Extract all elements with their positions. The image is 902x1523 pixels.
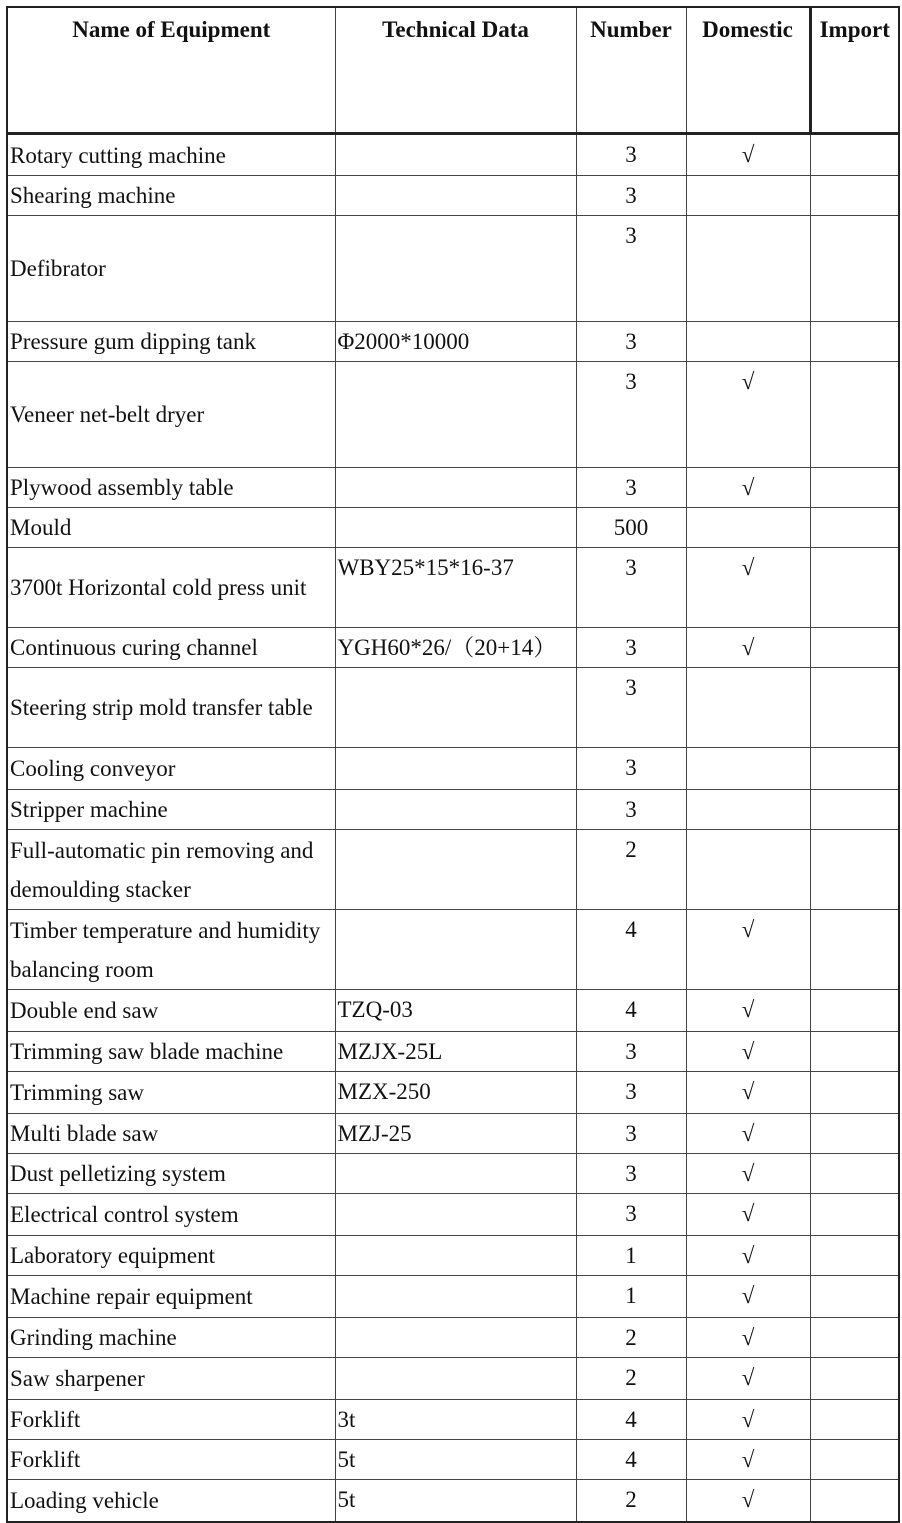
domestic-cell: [686, 322, 810, 362]
technical-data: [335, 1318, 576, 1358]
import-cell: [810, 468, 899, 508]
technical-data: 5t: [335, 1480, 576, 1522]
import-cell: [810, 1440, 899, 1480]
domestic-cell: [686, 468, 810, 508]
import-cell: [810, 1318, 899, 1358]
equipment-name: Steering strip mold transfer table: [7, 668, 335, 748]
equipment-number: 500: [576, 508, 686, 548]
equipment-number: 2: [576, 1358, 686, 1400]
header-import: Import: [810, 7, 899, 134]
technical-data: [335, 748, 576, 790]
equipment-number: 3: [576, 322, 686, 362]
domestic-cell: [686, 1032, 810, 1072]
technical-data: [335, 910, 576, 990]
equipment-name: Mould: [7, 508, 335, 548]
check-mark-icon: √: [741, 1325, 755, 1350]
import-cell: [810, 990, 899, 1032]
equipment-name: Full-automatic pin removing and demoulding stacker: [7, 830, 335, 910]
check-mark-icon: √: [741, 917, 755, 942]
import-cell: [810, 1400, 899, 1440]
domestic-cell: [686, 668, 810, 748]
table-row: [7, 990, 899, 1032]
equipment-name: Trimming saw blade machine: [7, 1032, 335, 1072]
header-technical-data: Technical Data: [335, 7, 576, 134]
check-mark-icon: √: [741, 475, 755, 500]
equipment-number: 3: [576, 628, 686, 668]
equipment-number: 2: [576, 1480, 686, 1522]
equipment-name: Double end saw: [7, 990, 335, 1032]
equipment-name: Multi blade saw: [7, 1114, 335, 1154]
domestic-cell: [686, 1194, 810, 1236]
domestic-cell: [686, 134, 810, 176]
technical-data: [335, 176, 576, 216]
domestic-cell: [686, 790, 810, 830]
table-row: [7, 1114, 899, 1154]
check-mark-icon: √: [741, 635, 755, 660]
table-row: [7, 176, 899, 216]
equipment-number: 3: [576, 1072, 686, 1114]
import-cell: [810, 508, 899, 548]
table-row: [7, 548, 899, 628]
check-mark-icon: √: [741, 1121, 755, 1146]
technical-data: [335, 508, 576, 548]
table-row: [7, 1358, 899, 1400]
technical-data: WBY25*15*16-37: [335, 548, 576, 628]
equipment-number: 3: [576, 1194, 686, 1236]
import-cell: [810, 628, 899, 668]
check-mark-icon: √: [741, 369, 755, 394]
import-cell: [810, 548, 899, 628]
equipment-number: 1: [576, 1276, 686, 1318]
table-row: [7, 628, 899, 668]
import-cell: [810, 910, 899, 990]
equipment-number: 3: [576, 134, 686, 176]
technical-data: [335, 790, 576, 830]
technical-data: [335, 468, 576, 508]
equipment-name: Loading vehicle: [7, 1480, 335, 1522]
equipment-number: 3: [576, 790, 686, 830]
domestic-cell: [686, 508, 810, 548]
table-row: [7, 216, 899, 322]
import-cell: [810, 790, 899, 830]
table-row: [7, 1400, 899, 1440]
equipment-name: Machine repair equipment: [7, 1276, 335, 1318]
technical-data: YGH60*26/（20+14）: [335, 628, 576, 668]
import-cell: [810, 1194, 899, 1236]
domestic-cell: [686, 362, 810, 468]
header-domestic: Domestic: [686, 7, 810, 134]
domestic-cell: [686, 548, 810, 628]
table-body: [7, 134, 899, 1522]
import-cell: [810, 1236, 899, 1276]
check-mark-icon: √: [741, 1283, 755, 1308]
domestic-cell: [686, 990, 810, 1032]
check-mark-icon: √: [741, 142, 755, 167]
equipment-table: [6, 6, 900, 1523]
equipment-number: 4: [576, 910, 686, 990]
table-row: [7, 748, 899, 790]
check-mark-icon: √: [741, 1407, 755, 1432]
technical-data: [335, 362, 576, 468]
domestic-cell: [686, 1400, 810, 1440]
table-row: [7, 1032, 899, 1072]
domestic-cell: [686, 910, 810, 990]
import-cell: [810, 1072, 899, 1114]
domestic-cell: [686, 1440, 810, 1480]
equipment-number: 3: [576, 362, 686, 468]
check-mark-icon: √: [741, 1161, 755, 1186]
equipment-name: Forklift: [7, 1440, 335, 1480]
import-cell: [810, 176, 899, 216]
technical-data: Φ2000*10000: [335, 322, 576, 362]
import-cell: [810, 1358, 899, 1400]
import-cell: [810, 216, 899, 322]
technical-data: TZQ-03: [335, 990, 576, 1032]
table-row: [7, 1072, 899, 1114]
equipment-name: Saw sharpener: [7, 1358, 335, 1400]
domestic-cell: [686, 1480, 810, 1522]
equipment-name: Rotary cutting machine: [7, 134, 335, 176]
import-cell: [810, 1480, 899, 1522]
domestic-cell: [686, 628, 810, 668]
table-row: [7, 1154, 899, 1194]
domestic-cell: [686, 748, 810, 790]
technical-data: [335, 1194, 576, 1236]
technical-data: MZJ-25: [335, 1114, 576, 1154]
equipment-name: Electrical control system: [7, 1194, 335, 1236]
import-cell: [810, 362, 899, 468]
check-mark-icon: √: [741, 1079, 755, 1104]
table-row: [7, 1440, 899, 1480]
technical-data: [335, 1236, 576, 1276]
check-mark-icon: √: [741, 1039, 755, 1064]
table-row: [7, 468, 899, 508]
check-mark-icon: √: [741, 1487, 755, 1512]
equipment-name: Veneer net-belt dryer: [7, 362, 335, 468]
table-row: [7, 1318, 899, 1358]
technical-data: 3t: [335, 1400, 576, 1440]
equipment-number: 3: [576, 748, 686, 790]
equipment-number: 4: [576, 1440, 686, 1480]
import-cell: [810, 1276, 899, 1318]
equipment-number: 2: [576, 1318, 686, 1358]
header-number: Number: [576, 7, 686, 134]
table-row: [7, 830, 899, 910]
equipment-number: 3: [576, 1032, 686, 1072]
table-row: [7, 910, 899, 990]
table-row: [7, 1276, 899, 1318]
equipment-name: Trimming saw: [7, 1072, 335, 1114]
technical-data: [335, 1154, 576, 1194]
equipment-number: 3: [576, 548, 686, 628]
import-cell: [810, 668, 899, 748]
table-row: [7, 322, 899, 362]
check-mark-icon: √: [741, 1365, 755, 1390]
table-row: [7, 1236, 899, 1276]
equipment-number: 4: [576, 990, 686, 1032]
technical-data: [335, 134, 576, 176]
equipment-number: 3: [576, 176, 686, 216]
domestic-cell: [686, 1358, 810, 1400]
table-row: [7, 134, 899, 176]
import-cell: [810, 830, 899, 910]
domestic-cell: [686, 830, 810, 910]
table-row: [7, 790, 899, 830]
check-mark-icon: √: [741, 555, 755, 580]
header-row: [7, 7, 899, 134]
equipment-number: 3: [576, 1154, 686, 1194]
equipment-number: 2: [576, 830, 686, 910]
equipment-name: Forklift: [7, 1400, 335, 1440]
equipment-number: 3: [576, 1114, 686, 1154]
import-cell: [810, 322, 899, 362]
table-row: [7, 668, 899, 748]
check-mark-icon: √: [741, 1201, 755, 1226]
equipment-name: Laboratory equipment: [7, 1236, 335, 1276]
header-name: Name of Equipment: [7, 7, 335, 134]
domestic-cell: [686, 1318, 810, 1358]
equipment-number: 3: [576, 216, 686, 322]
technical-data: MZJX-25L: [335, 1032, 576, 1072]
equipment-name: Shearing machine: [7, 176, 335, 216]
equipment-number: 3: [576, 668, 686, 748]
equipment-name: Stripper machine: [7, 790, 335, 830]
domestic-cell: [686, 1114, 810, 1154]
equipment-number: 4: [576, 1400, 686, 1440]
table-row: [7, 1194, 899, 1236]
domestic-cell: [686, 1276, 810, 1318]
technical-data: [335, 1276, 576, 1318]
equipment-number: 1: [576, 1236, 686, 1276]
technical-data: [335, 216, 576, 322]
technical-data: [335, 1358, 576, 1400]
equipment-number: 3: [576, 468, 686, 508]
import-cell: [810, 1032, 899, 1072]
technical-data: 5t: [335, 1440, 576, 1480]
check-mark-icon: √: [741, 1243, 755, 1268]
domestic-cell: [686, 1154, 810, 1194]
equipment-name: Grinding machine: [7, 1318, 335, 1358]
technical-data: [335, 830, 576, 910]
check-mark-icon: √: [741, 1447, 755, 1472]
technical-data: [335, 668, 576, 748]
table-row: [7, 362, 899, 468]
import-cell: [810, 748, 899, 790]
equipment-name: Cooling conveyor: [7, 748, 335, 790]
import-cell: [810, 134, 899, 176]
domestic-cell: [686, 1072, 810, 1114]
equipment-name: Continuous curing channel: [7, 628, 335, 668]
table-row: [7, 508, 899, 548]
equipment-name: Dust pelletizing system: [7, 1154, 335, 1194]
table-row: [7, 1480, 899, 1522]
technical-data: MZX-250: [335, 1072, 576, 1114]
check-mark-icon: √: [741, 997, 755, 1022]
domestic-cell: [686, 176, 810, 216]
import-cell: [810, 1114, 899, 1154]
equipment-name: Plywood assembly table: [7, 468, 335, 508]
equipment-name: 3700t Horizontal cold press unit: [7, 548, 335, 628]
equipment-name: Defibrator: [7, 216, 335, 322]
equipment-name: Timber temperature and humidity balancing room: [7, 910, 335, 990]
domestic-cell: [686, 1236, 810, 1276]
import-cell: [810, 1154, 899, 1194]
domestic-cell: [686, 216, 810, 322]
equipment-name: Pressure gum dipping tank: [7, 322, 335, 362]
